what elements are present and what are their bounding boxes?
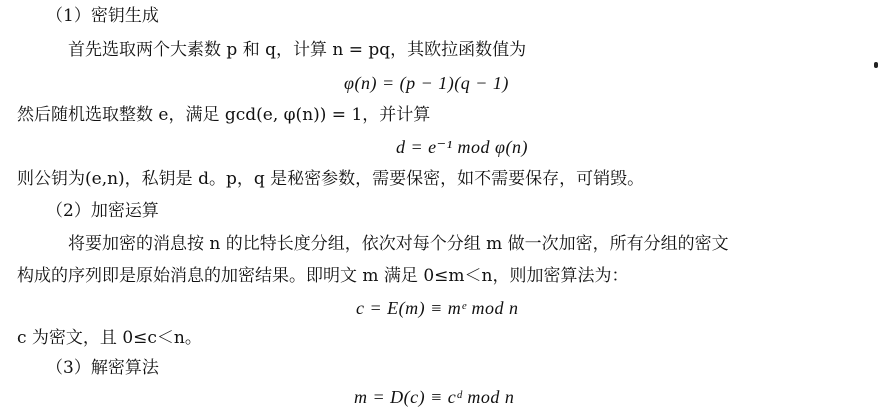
formula-private-key: d = e⁻¹ mod φ(n)	[396, 137, 528, 157]
section-heading-decrypt: （3）解密算法	[46, 358, 159, 378]
formula-euler-phi: φ(n) = (p − 1)(q − 1)	[344, 73, 509, 93]
ink-speck	[874, 62, 878, 68]
formula-decryption: m = D(c) ≡ cᵈ mod n	[354, 387, 515, 407]
section-heading-keygen: （1）密钥生成	[46, 6, 159, 26]
keygen-paragraph-1: 首先选取两个大素数 p 和 q，计算 n = pq，其欧拉函数值为	[68, 40, 527, 60]
encrypt-paragraph-1: 将要加密的消息按 n 的比特长度分组，依次对每个分组 m 做一次加密，所有分组的密文	[68, 234, 729, 254]
section-heading-encrypt: （2）加密运算	[46, 201, 159, 221]
formula-encryption: c = E(m) ≡ mᵉ mod n	[356, 298, 519, 318]
keygen-paragraph-3: 则公钥为(e,n)，私钥是 d。p，q 是秘密参数，需要保密，如不需要保存，可销毁。	[17, 169, 645, 189]
encrypt-paragraph-2: 构成的序列即是原始消息的加密结果。即明文 m 满足 0≤m＜n，则加密算法为：	[17, 266, 629, 286]
encrypt-paragraph-3: c 为密文，且 0≤c＜n。	[17, 328, 202, 348]
keygen-paragraph-2: 然后随机选取整数 e，满足 gcd(e, φ(n)) = 1，并计算	[17, 105, 431, 125]
